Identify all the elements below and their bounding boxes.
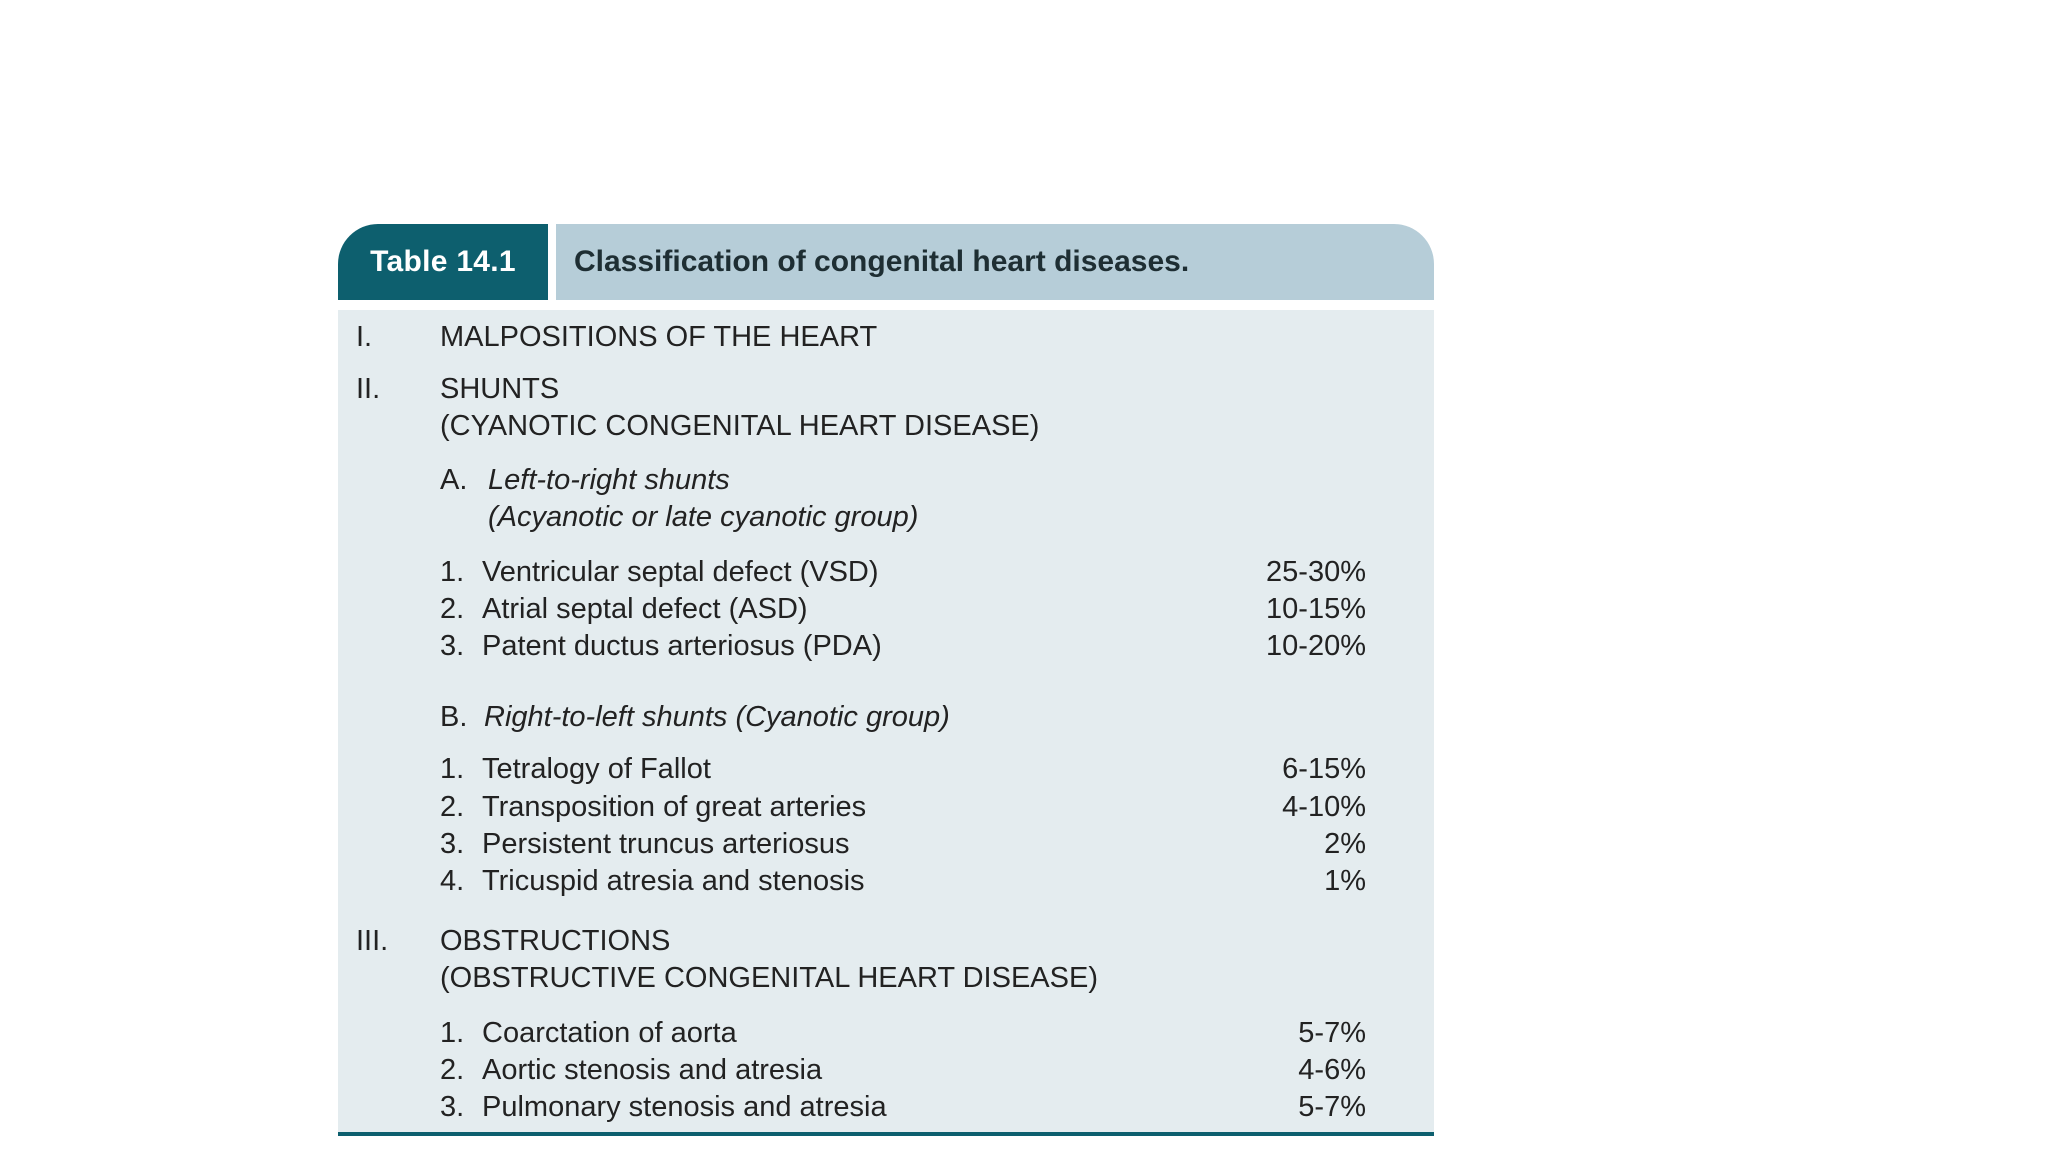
section-title: SHUNTS	[440, 373, 560, 405]
list-item-name: Aortic stenosis and atresia	[482, 1054, 823, 1086]
list-item-name: Patent ductus arteriosus (PDA)	[482, 630, 882, 662]
list-item-percent: 5-7%	[1298, 1091, 1366, 1123]
section-subtitle: (OBSTRUCTIVE CONGENITAL HEART DISEASE)	[440, 962, 1098, 994]
table-title: Classification of congenital heart diseases.	[556, 224, 1434, 300]
subgroup-letter: B.	[440, 701, 468, 733]
list-item-percent: 6-15%	[1282, 753, 1366, 785]
table-body	[338, 310, 1434, 1132]
subgroup-title: Right-to-left shunts (Cyanotic group)	[484, 701, 950, 733]
table-number-label: Table 14.1	[338, 224, 548, 300]
list-item-number: 1.	[440, 556, 465, 588]
subgroup-letter: A.	[440, 464, 468, 496]
list-item-name: Tricuspid atresia and stenosis	[482, 865, 865, 897]
list-item-name: Pulmonary stenosis and atresia	[482, 1091, 887, 1123]
classification-table	[338, 224, 1434, 1138]
list-item-number: 3.	[440, 1091, 465, 1123]
list-item-percent: 10-15%	[1266, 593, 1366, 625]
list-item-name: Coarctation of aorta	[482, 1017, 737, 1049]
table-header	[338, 224, 1434, 300]
list-item-name: Atrial septal defect (ASD)	[482, 593, 808, 625]
list-item-name: Persistent truncus arteriosus	[482, 828, 850, 860]
subgroup-title: Left-to-right shunts	[488, 464, 730, 496]
list-item-number: 1.	[440, 753, 465, 785]
subgroup-subtitle: (Acyanotic or late cyanotic group)	[488, 501, 919, 533]
list-item-number: 3.	[440, 630, 465, 662]
list-item-percent: 2%	[1324, 828, 1366, 860]
table-bottom-rule	[338, 1132, 1434, 1136]
list-item-number: 4.	[440, 865, 465, 897]
list-item-name: Tetralogy of Fallot	[482, 753, 711, 785]
section-title: MALPOSITIONS OF THE HEART	[440, 321, 878, 353]
section-subtitle: (CYANOTIC CONGENITAL HEART DISEASE)	[440, 410, 1040, 442]
list-item-percent: 1%	[1324, 865, 1366, 897]
list-item-number: 2.	[440, 593, 465, 625]
list-item-number: 3.	[440, 828, 465, 860]
list-item-number: 2.	[440, 791, 465, 823]
list-item-percent: 25-30%	[1266, 556, 1366, 588]
section-title: OBSTRUCTIONS	[440, 925, 671, 957]
list-item-number: 1.	[440, 1017, 465, 1049]
section-numeral: I.	[356, 321, 373, 353]
list-item-percent: 4-10%	[1282, 791, 1366, 823]
list-item-percent: 5-7%	[1298, 1017, 1366, 1049]
list-item-name: Ventricular septal defect (VSD)	[482, 556, 879, 588]
list-item-percent: 4-6%	[1298, 1054, 1366, 1086]
list-item-number: 2.	[440, 1054, 465, 1086]
list-item-name: Transposition of great arteries	[482, 791, 867, 823]
section-numeral: II.	[356, 373, 381, 405]
section-numeral: III.	[356, 925, 389, 957]
list-item-percent: 10-20%	[1266, 630, 1366, 662]
